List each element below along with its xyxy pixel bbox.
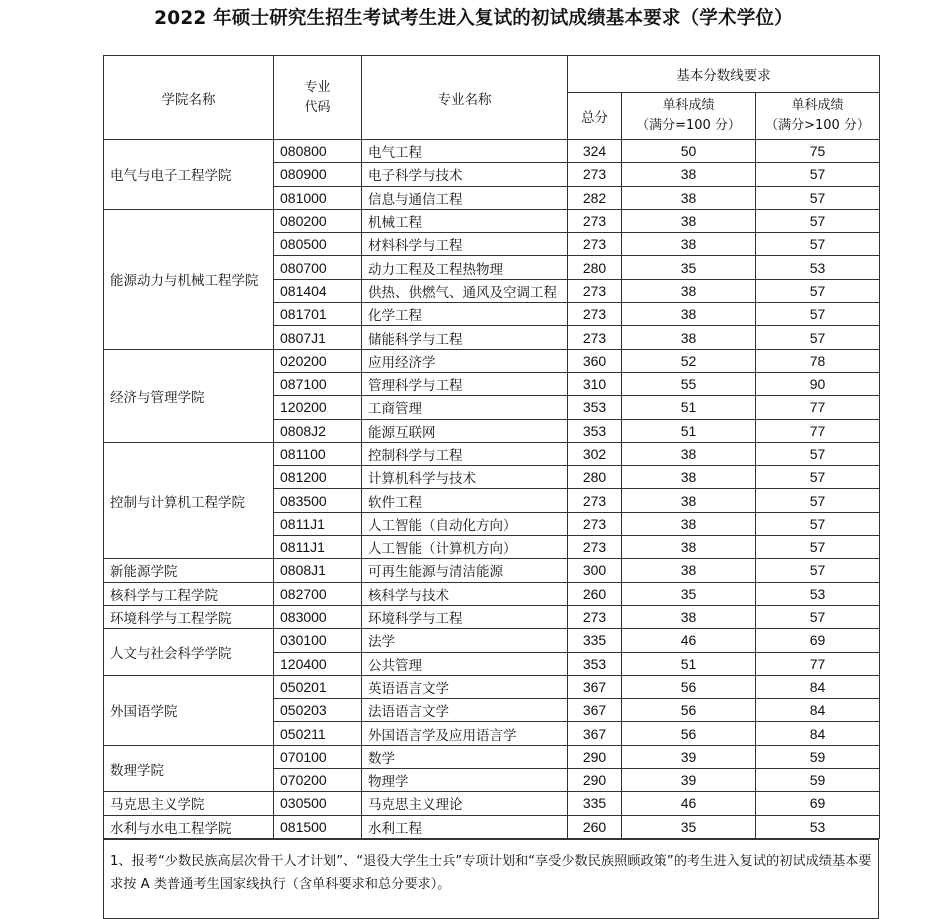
- single-over-100-score-cell: 77: [756, 419, 880, 442]
- single-over-100-score-cell: 69: [756, 792, 880, 815]
- major-code-cell: 070100: [274, 745, 362, 768]
- single-100-score-cell: 39: [622, 745, 756, 768]
- table-body: [104, 140, 880, 839]
- total-score-cell: 273: [568, 512, 622, 535]
- table-row: [104, 140, 880, 163]
- single-over-100-score-cell: 84: [756, 722, 880, 745]
- major-code-cell: 081000: [274, 186, 362, 209]
- single-over-100-score-cell: 57: [756, 466, 880, 489]
- table-row: [104, 629, 880, 652]
- major-name-cell: 人工智能（自动化方向）: [362, 512, 568, 535]
- major-code-cell: 0807J1: [274, 326, 362, 349]
- single-100-score-cell: 38: [622, 279, 756, 302]
- single-100-score-cell: 35: [622, 256, 756, 279]
- total-score-cell: 290: [568, 769, 622, 792]
- table-row: [104, 559, 880, 582]
- single-100-score-cell: 35: [622, 582, 756, 605]
- single-100-score-cell: 38: [622, 442, 756, 465]
- major-code-cell: 081500: [274, 815, 362, 838]
- major-code-cell: 0811J1: [274, 512, 362, 535]
- single-100-score-cell: 51: [622, 652, 756, 675]
- header-college: 学院名称: [104, 56, 274, 140]
- single-over-100-score-cell: 84: [756, 699, 880, 722]
- header-single-100-line1: 单科成绩: [662, 98, 715, 113]
- single-over-100-score-cell: 59: [756, 769, 880, 792]
- major-name-cell: 数学: [362, 745, 568, 768]
- header-major-code: [274, 56, 362, 140]
- single-100-score-cell: 51: [622, 419, 756, 442]
- single-over-100-score-cell: 57: [756, 233, 880, 256]
- single-over-100-score-cell: 77: [756, 652, 880, 675]
- total-score-cell: 260: [568, 815, 622, 838]
- single-over-100-score-cell: 69: [756, 629, 880, 652]
- major-name-cell: 供热、供燃气、通风及空调工程: [362, 279, 568, 302]
- single-100-score-cell: 38: [622, 466, 756, 489]
- major-code-cell: 0808J2: [274, 419, 362, 442]
- major-code-cell: 080700: [274, 256, 362, 279]
- major-code-cell: 081100: [274, 442, 362, 465]
- header-single-100-line2: （满分=100 分）: [636, 118, 741, 133]
- major-code-cell: 080900: [274, 163, 362, 186]
- single-over-100-score-cell: 84: [756, 675, 880, 698]
- major-code-cell: 0808J1: [274, 559, 362, 582]
- header-code-line1: 专业: [304, 79, 331, 95]
- major-name-cell: 应用经济学: [362, 349, 568, 372]
- single-100-score-cell: 38: [622, 186, 756, 209]
- major-name-cell: 计算机科学与技术: [362, 466, 568, 489]
- major-code-cell: 087100: [274, 372, 362, 395]
- major-name-cell: 可再生能源与清洁能源: [362, 559, 568, 582]
- single-over-100-score-cell: 57: [756, 489, 880, 512]
- major-name-cell: 控制科学与工程: [362, 442, 568, 465]
- total-score-cell: 335: [568, 629, 622, 652]
- single-over-100-score-cell: 57: [756, 512, 880, 535]
- single-100-score-cell: 38: [622, 605, 756, 628]
- note-line-2: 求按 A 类普通考生国家线执行（含单科要求和总分要求）。: [110, 877, 451, 892]
- single-over-100-score-cell: 57: [756, 536, 880, 559]
- header-baseline: 基本分数线要求: [568, 56, 880, 93]
- table-row: [104, 815, 880, 838]
- single-100-score-cell: 35: [622, 815, 756, 838]
- single-100-score-cell: 46: [622, 629, 756, 652]
- single-over-100-score-cell: 57: [756, 326, 880, 349]
- table-row: [104, 605, 880, 628]
- single-100-score-cell: 38: [622, 559, 756, 582]
- major-name-cell: 法语语言文学: [362, 699, 568, 722]
- header-major-name: 专业名称: [362, 56, 568, 140]
- major-name-cell: 储能科学与工程: [362, 326, 568, 349]
- single-100-score-cell: 52: [622, 349, 756, 372]
- single-100-score-cell: 38: [622, 536, 756, 559]
- college-name-cell: 外国语学院: [104, 675, 274, 745]
- major-name-cell: 管理科学与工程: [362, 372, 568, 395]
- single-over-100-score-cell: 57: [756, 442, 880, 465]
- single-over-100-score-cell: 75: [756, 140, 880, 163]
- table-row: [104, 675, 880, 698]
- major-name-cell: 人工智能（计算机方向）: [362, 536, 568, 559]
- single-over-100-score-cell: 53: [756, 815, 880, 838]
- single-over-100-score-cell: 57: [756, 186, 880, 209]
- single-100-score-cell: 50: [622, 140, 756, 163]
- college-name-cell: 数理学院: [104, 745, 274, 792]
- major-code-cell: 080800: [274, 140, 362, 163]
- major-code-cell: 030100: [274, 629, 362, 652]
- single-over-100-score-cell: 53: [756, 582, 880, 605]
- header-total: 总分: [568, 93, 622, 140]
- single-over-100-score-cell: 59: [756, 745, 880, 768]
- total-score-cell: 324: [568, 140, 622, 163]
- major-code-cell: 050203: [274, 699, 362, 722]
- note-line-1: 1、报考“少数民族高层次骨干人才计划”、“退役大学生士兵”专项计划和“享受少数民族照顾政策”的考生进入复试的初试成绩基本要: [110, 854, 872, 869]
- total-score-cell: 273: [568, 605, 622, 628]
- total-score-cell: 302: [568, 442, 622, 465]
- major-code-cell: 120200: [274, 396, 362, 419]
- single-100-score-cell: 56: [622, 675, 756, 698]
- major-code-cell: 050211: [274, 722, 362, 745]
- single-100-score-cell: 38: [622, 512, 756, 535]
- college-name-cell: 电气与电子工程学院: [104, 140, 274, 210]
- single-100-score-cell: 38: [622, 209, 756, 232]
- total-score-cell: 335: [568, 792, 622, 815]
- total-score-cell: 273: [568, 279, 622, 302]
- major-code-cell: 070200: [274, 769, 362, 792]
- total-score-cell: 273: [568, 209, 622, 232]
- major-name-cell: 信息与通信工程: [362, 186, 568, 209]
- score-requirements-table: [103, 55, 880, 839]
- notes-box: [103, 839, 879, 919]
- table-row: [104, 442, 880, 465]
- total-score-cell: 273: [568, 163, 622, 186]
- major-name-cell: 化学工程: [362, 303, 568, 326]
- single-100-score-cell: 56: [622, 699, 756, 722]
- single-100-score-cell: 38: [622, 326, 756, 349]
- total-score-cell: 300: [568, 559, 622, 582]
- table-row: [104, 745, 880, 768]
- total-score-cell: 280: [568, 256, 622, 279]
- college-name-cell: 水利与水电工程学院: [104, 815, 274, 838]
- total-score-cell: 360: [568, 349, 622, 372]
- total-score-cell: 353: [568, 419, 622, 442]
- college-name-cell: 能源动力与机械工程学院: [104, 209, 274, 349]
- major-code-cell: 050201: [274, 675, 362, 698]
- total-score-cell: 273: [568, 326, 622, 349]
- major-name-cell: 动力工程及工程热物理: [362, 256, 568, 279]
- major-name-cell: 法学: [362, 629, 568, 652]
- major-code-cell: 020200: [274, 349, 362, 372]
- major-code-cell: 082700: [274, 582, 362, 605]
- total-score-cell: 353: [568, 652, 622, 675]
- total-score-cell: 367: [568, 699, 622, 722]
- college-name-cell: 控制与计算机工程学院: [104, 442, 274, 558]
- header-single-over-line2: （满分>100 分）: [765, 118, 870, 133]
- college-name-cell: 新能源学院: [104, 559, 274, 582]
- major-name-cell: 机械工程: [362, 209, 568, 232]
- major-name-cell: 核科学与技术: [362, 582, 568, 605]
- college-name-cell: 经济与管理学院: [104, 349, 274, 442]
- major-code-cell: 083000: [274, 605, 362, 628]
- table-row: [104, 349, 880, 372]
- single-over-100-score-cell: 78: [756, 349, 880, 372]
- single-over-100-score-cell: 77: [756, 396, 880, 419]
- table-row: [104, 209, 880, 232]
- total-score-cell: 273: [568, 489, 622, 512]
- major-name-cell: 材料科学与工程: [362, 233, 568, 256]
- major-code-cell: 080500: [274, 233, 362, 256]
- single-over-100-score-cell: 57: [756, 303, 880, 326]
- college-name-cell: 马克思主义学院: [104, 792, 274, 815]
- major-name-cell: 工商管理: [362, 396, 568, 419]
- major-name-cell: 物理学: [362, 769, 568, 792]
- major-name-cell: 电子科学与技术: [362, 163, 568, 186]
- major-name-cell: 环境科学与工程: [362, 605, 568, 628]
- total-score-cell: 273: [568, 536, 622, 559]
- total-score-cell: 273: [568, 303, 622, 326]
- major-code-cell: 120400: [274, 652, 362, 675]
- single-100-score-cell: 51: [622, 396, 756, 419]
- single-over-100-score-cell: 57: [756, 605, 880, 628]
- major-name-cell: 软件工程: [362, 489, 568, 512]
- single-over-100-score-cell: 57: [756, 209, 880, 232]
- page-title: 2022 年硕士研究生招生考试考生进入复试的初试成绩基本要求（学术学位）: [154, 8, 793, 29]
- major-code-cell: 081200: [274, 466, 362, 489]
- total-score-cell: 290: [568, 745, 622, 768]
- total-score-cell: 367: [568, 675, 622, 698]
- total-score-cell: 282: [568, 186, 622, 209]
- header-code-line2: 代码: [304, 99, 331, 115]
- major-name-cell: 公共管理: [362, 652, 568, 675]
- single-100-score-cell: 38: [622, 303, 756, 326]
- total-score-cell: 273: [568, 233, 622, 256]
- single-100-score-cell: 39: [622, 769, 756, 792]
- table-row: [104, 582, 880, 605]
- major-name-cell: 英语语言文学: [362, 675, 568, 698]
- total-score-cell: 310: [568, 372, 622, 395]
- header-single-over-100: [756, 93, 880, 140]
- total-score-cell: 260: [568, 582, 622, 605]
- single-100-score-cell: 38: [622, 489, 756, 512]
- major-name-cell: 能源互联网: [362, 419, 568, 442]
- major-name-cell: 电气工程: [362, 140, 568, 163]
- major-code-cell: 081701: [274, 303, 362, 326]
- single-100-score-cell: 38: [622, 163, 756, 186]
- major-name-cell: 马克思主义理论: [362, 792, 568, 815]
- major-code-cell: 080200: [274, 209, 362, 232]
- single-over-100-score-cell: 57: [756, 559, 880, 582]
- single-100-score-cell: 56: [622, 722, 756, 745]
- single-over-100-score-cell: 57: [756, 163, 880, 186]
- major-code-cell: 030500: [274, 792, 362, 815]
- major-name-cell: 水利工程: [362, 815, 568, 838]
- major-code-cell: 0811J1: [274, 536, 362, 559]
- header-single-over-line1: 单科成绩: [791, 98, 844, 113]
- single-over-100-score-cell: 53: [756, 256, 880, 279]
- single-100-score-cell: 38: [622, 233, 756, 256]
- single-100-score-cell: 46: [622, 792, 756, 815]
- college-name-cell: 环境科学与工程学院: [104, 605, 274, 628]
- single-over-100-score-cell: 57: [756, 279, 880, 302]
- header-single-100: [622, 93, 756, 140]
- college-name-cell: 核科学与工程学院: [104, 582, 274, 605]
- total-score-cell: 353: [568, 396, 622, 419]
- total-score-cell: 280: [568, 466, 622, 489]
- table-row: [104, 792, 880, 815]
- major-name-cell: 外国语言学及应用语言学: [362, 722, 568, 745]
- single-over-100-score-cell: 90: [756, 372, 880, 395]
- major-code-cell: 083500: [274, 489, 362, 512]
- total-score-cell: 367: [568, 722, 622, 745]
- single-100-score-cell: 55: [622, 372, 756, 395]
- college-name-cell: 人文与社会科学学院: [104, 629, 274, 676]
- major-code-cell: 081404: [274, 279, 362, 302]
